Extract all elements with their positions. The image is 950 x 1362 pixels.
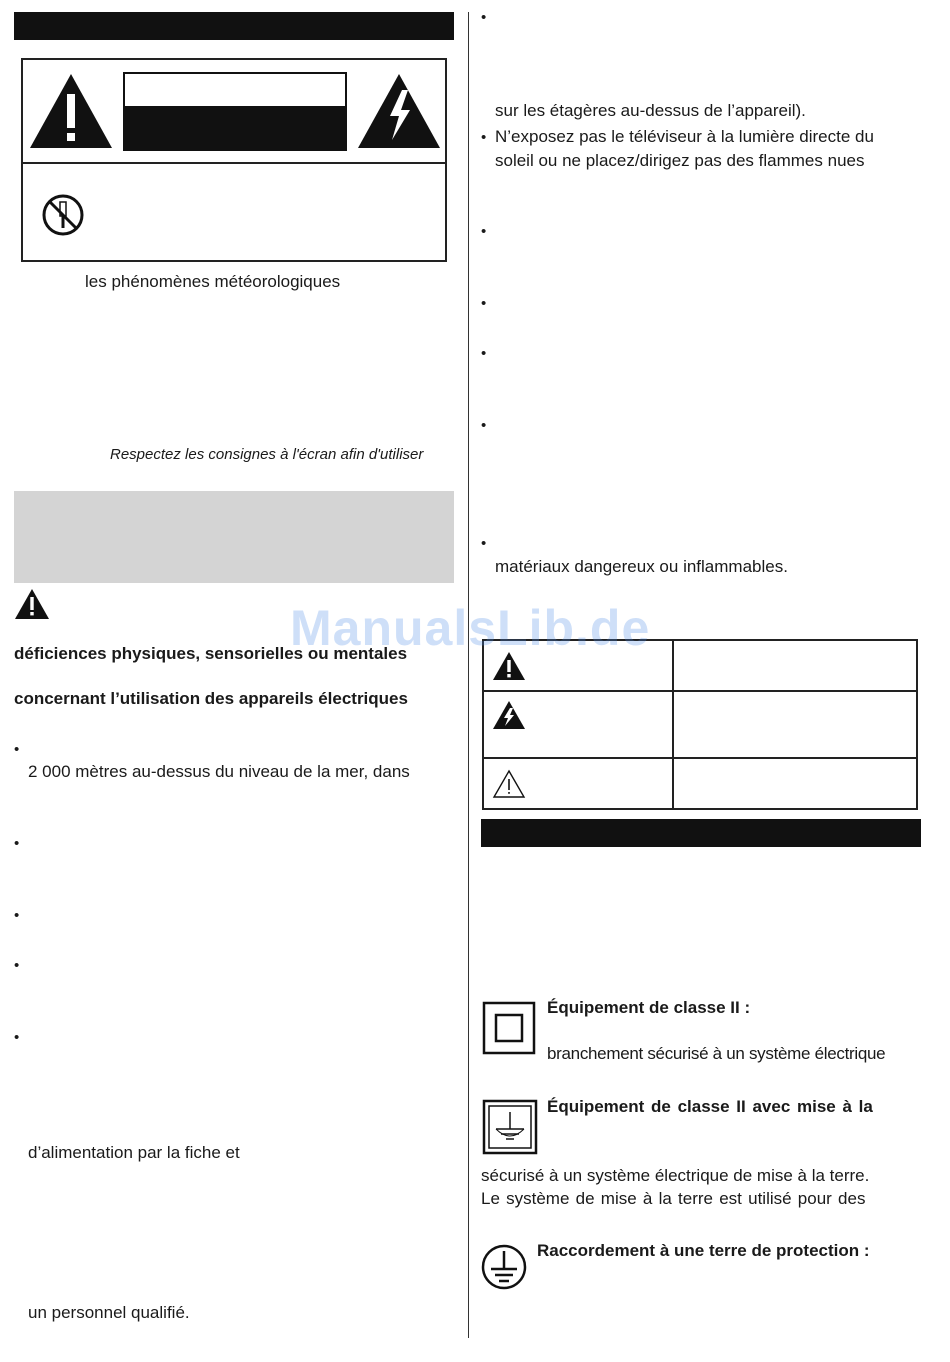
right-section-header-bar — [481, 819, 921, 847]
bullet-marker: • — [481, 295, 487, 312]
warning-triangle-icon — [28, 72, 114, 150]
earth-line-2: Le système de mise à la terre est utilisé pour des — [481, 1189, 866, 1208]
qualified-text: un personnel qualifié. — [28, 1303, 190, 1322]
bullet-marker: • — [14, 741, 20, 758]
bullet-marker: • — [481, 9, 487, 26]
bullet-marker: • — [481, 129, 487, 146]
bullet-marker: • — [14, 835, 20, 852]
weather-text: les phénomènes météorologiques — [85, 272, 341, 291]
class-2-earth-icon — [482, 1099, 538, 1155]
plug-text: d’alimentation par la fiche et — [28, 1143, 240, 1162]
sunlight-line-1: N’exposez pas le téléviseur à la lumière directe du — [495, 127, 874, 146]
sunlight-line-2: soleil ou ne placez/dirigez pas des flammes nues — [495, 151, 865, 170]
bold-line-2: concernant l’utilisation des appareils électriques — [14, 689, 408, 708]
protective-earth-icon — [480, 1243, 528, 1291]
class-2-title: Équipement de classe II : — [547, 998, 751, 1017]
protective-earth-title: Raccordement à une terre de protection : — [537, 1241, 870, 1260]
altitude-text: 2 000 mètres au-dessus du niveau de la mer, dans — [28, 762, 410, 781]
shelves-text: sur les étagères au-dessus de l’appareil). — [495, 101, 806, 120]
column-divider — [468, 12, 469, 1338]
bullet-marker: • — [14, 907, 20, 924]
italic-note: Respectez les consignes à l'écran afin d'utiliser — [110, 446, 424, 463]
symbols-table — [482, 639, 918, 810]
hazard-text: matériaux dangereux ou inflammables. — [495, 557, 788, 576]
table-cell — [672, 639, 918, 692]
caution-box-divider — [23, 162, 445, 164]
table-lightning-icon — [492, 700, 526, 730]
earth-line-1: sécurisé à un système électrique de mise à la terre. — [481, 1166, 870, 1185]
bold-line-1: déficiences physiques, sensorielles ou mentales — [14, 644, 408, 663]
bullet-marker: • — [14, 1029, 20, 1046]
gray-notice-box — [14, 491, 454, 583]
no-disassembly-icon — [40, 192, 86, 238]
lightning-triangle-icon — [356, 72, 442, 150]
bullet-marker: • — [481, 345, 487, 362]
table-outline-warning-icon — [492, 769, 526, 799]
bullet-marker: • — [481, 417, 487, 434]
class-2-text: branchement sécurisé à un système électrique — [547, 1044, 886, 1063]
caution-label-frame — [123, 72, 347, 151]
bullet-marker: • — [14, 957, 20, 974]
class-2-earth-title: Équipement de classe II avec mise à la — [547, 1097, 873, 1116]
table-cell — [672, 757, 918, 810]
left-section-header-bar — [14, 12, 454, 40]
caution-label-black — [125, 106, 345, 149]
small-warning-icon — [14, 588, 50, 620]
bullet-marker: • — [481, 223, 487, 240]
bullet-marker: • — [481, 535, 487, 552]
watermark: ManualsLib.de — [290, 600, 651, 656]
table-cell — [672, 690, 918, 759]
class-2-equipment-icon — [482, 1001, 536, 1055]
